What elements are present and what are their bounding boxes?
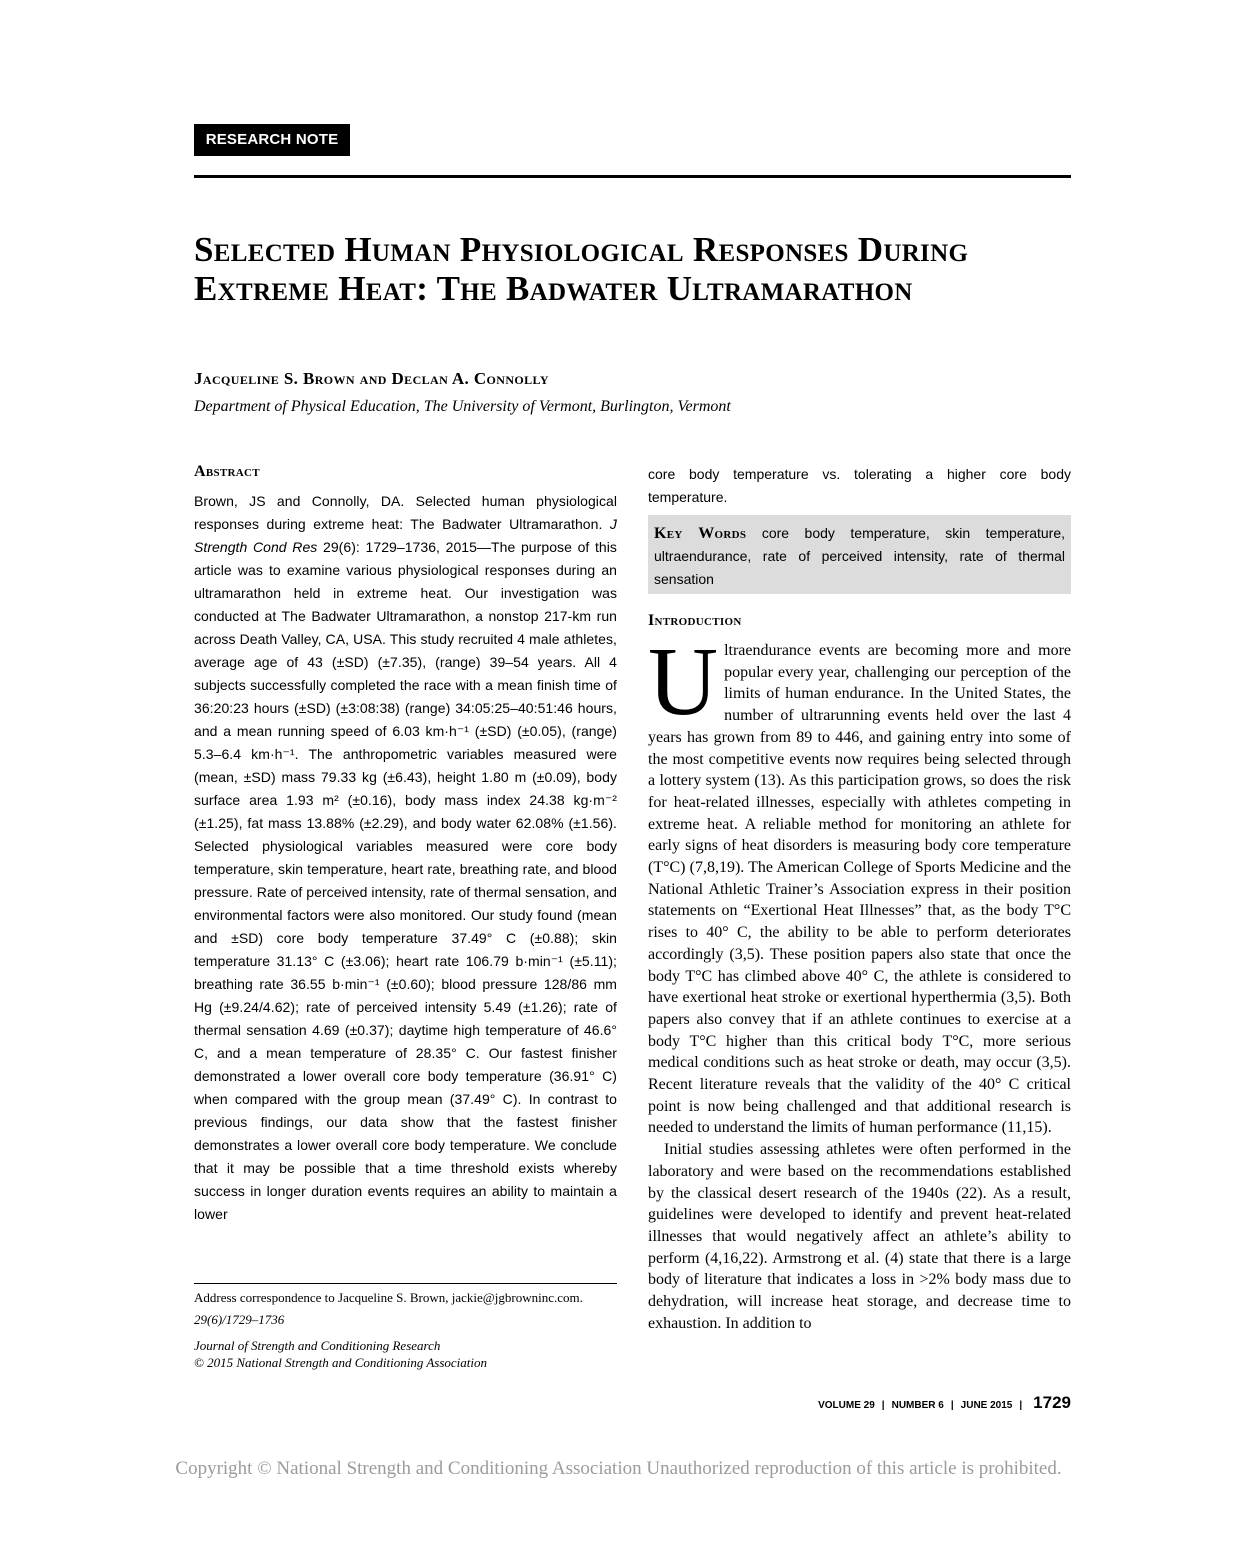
footer-separator: | (1019, 1400, 1023, 1411)
copyright-banner: Copyright © National Strength and Conditioning Association Unauthorized reproduction of this article is prohibited. (175, 1458, 1062, 1479)
header-rule (194, 175, 1071, 178)
volume-pages: 29(6)/1729–1736 (194, 1312, 285, 1327)
introduction-paragraph: Initial studies assessing athletes were often performed in the laboratory and were based on the recommendations established by the classical desert research of the 1940s (22). As a result, guidelines were developed to identify and prevent heat-related illnesses that would negatively affect an athlete’s ability to perform (4,16,22). Armstrong et al. (4) state that there is a large body of literature that indicates a loss in >2% body mass due to dehydration, will increase heat storage, and decrease time to exhaustion. In addition to (648, 1141, 1071, 1332)
journal-name: Journal of Strength and Conditioning Research (194, 1338, 441, 1353)
journal-abbreviation: J Strength Cond Res (194, 516, 617, 555)
footer-separator: | (881, 1400, 885, 1411)
article-type-badge: RESEARCH NOTE (194, 124, 350, 156)
citation-details: 29(6): 1729–1736, 2015— (323, 539, 492, 555)
journal-copyright: © 2015 National Strength and Conditioning Association (194, 1355, 488, 1370)
paragraph-text: ltraendurance events are becoming more and more popular every year, challenging our perception of the limits of human endurance. In the United States, the number of ultrarunning events held over the last 4 years has grown from 89 to 446, and gaining entry into some of the most competitive events now requires being selected through a lottery system (13). As this participation grows, so does the risk for heat-related illnesses, especially with athletes competing in extreme heat. A reliable method for monitoring an athlete for early signs of heat disorders is measuring body core temperature (T°C) (7,8,19). The American College of Sports Medicine and the National Athletic Trainer’s Association express in their position statements on “Exertional Heat Illnesses” that, as the body T°C rises to 40° C, the ability to be able to perform deteriorates accordingly (3,5). These position papers also state that once the body T°C has climbed above 40° C, the athlete is considered to have exertional heat stroke or exertional hyperthermia (3,5). Both papers also convey that if an athlete continues to exercise at a body T°C higher than this critical body T°C, more serious medical conditions such as heat stroke or death, may occur (3,5). Recent literature reveals that the validity of the 40° C critical point is now being challenged and that additional research is needed to understand the limits of human performance (11,15). (648, 642, 1071, 1137)
page-number: 1729 (1033, 1393, 1071, 1412)
issue-number: NUMBER 6 (891, 1400, 944, 1411)
keywords-text: core body temperature, skin temperature, ultraendurance, rate of perceived intensity, rate of thermal sensation (654, 525, 1066, 587)
footnotes (194, 1289, 617, 1371)
introduction-heading: Introduction (648, 612, 742, 629)
drop-cap: U (648, 628, 719, 735)
correspondence-note: Address correspondence to Jacqueline S. Brown, jackie@jgbrowninc.com. (194, 1290, 583, 1305)
keywords-box (648, 515, 1071, 594)
author-affiliation: Department of Physical Education, The University of Vermont, Burlington, Vermont (194, 398, 731, 415)
footnote-rule (194, 1283, 617, 1284)
abstract-citation: Brown, JS and Connolly, DA. Selected human physiological responses during extreme heat: The Badwater Ultramarathon. (194, 493, 617, 532)
author-list: Jacqueline S. Brown and Declan A. Connolly (194, 369, 549, 388)
introduction-body (648, 628, 1071, 1335)
keywords-label: Key Words (654, 525, 747, 542)
volume-label: VOLUME 29 (818, 1400, 875, 1411)
issue-date: JUNE 2015 (960, 1400, 1013, 1411)
page-footer (818, 1393, 1071, 1413)
abstract-continuation: core body temperature vs. tolerating a higher core body temperature. (648, 466, 1071, 505)
introduction-paragraph (648, 628, 1071, 1139)
abstract-text (194, 490, 617, 1226)
footer-separator: | (950, 1400, 954, 1411)
article-title: Selected Human Physiological Responses During Extreme Heat: The Badwater Ultramarathon (194, 230, 969, 308)
abstract-heading: Abstract (194, 463, 260, 480)
abstract-body: The purpose of this article was to examine various physiological responses during an ultramarathon held in extreme heat. Our investigation was conducted at The Badwater Ultramarathon, a nonstop 217-km run across Death Valley, CA, USA. This study recruited 4 male athletes, average age of 43 (±SD) (±7.35), (range) 39–54 years. All 4 subjects successfully completed the race with a mean finish time of 36:20:23 hours (±SD) (±3:08:38) (range) 34:05:25–40:51:46 hours, and a mean running speed of 6.03 km·h⁻¹ (±SD) (±0.05), (range) 5.3–6.4 km·h⁻¹. The anthropometric variables measured were (mean, ±SD) mass 79.33 kg (±6.43), height 1.80 m (±0.09), body surface area 1.93 m² (±0.16), body mass index 24.38 kg·m⁻² (±1.25), fat mass 13.88% (±2.29), and body water 62.08% (±1.56). Selected physiological variables measured were core body temperature, skin temperature, heart rate, breathing rate, and blood pressure. Rate of perceived intensity, rate of thermal sensation, and environmental factors were also monitored. Our study found (mean and ±SD) core body temperature 37.49° C (±0.88); skin temperature 31.13° C (±3.06); heart rate 106.79 b·min⁻¹ (±5.11); breathing rate 36.55 b·min⁻¹ (±0.60); blood pressure 128/86 mm Hg (±9.24/4.62); rate of perceived intensity 5.49 (±1.26); rate of thermal sensation 4.69 (±0.37); daytime high temperature of 46.6° C, and a mean temperature of 28.35° C. Our fastest finisher demonstrated a lower overall core body temperature (36.91° C) when compared with the group mean (37.49° C). In contrast to previous findings, our data show that the fastest finisher demonstrates a lower overall core body temperature. We conclude that it may be possible that a time threshold exists whereby success in longer duration events requires an ability to maintain a lower (194, 539, 617, 1222)
